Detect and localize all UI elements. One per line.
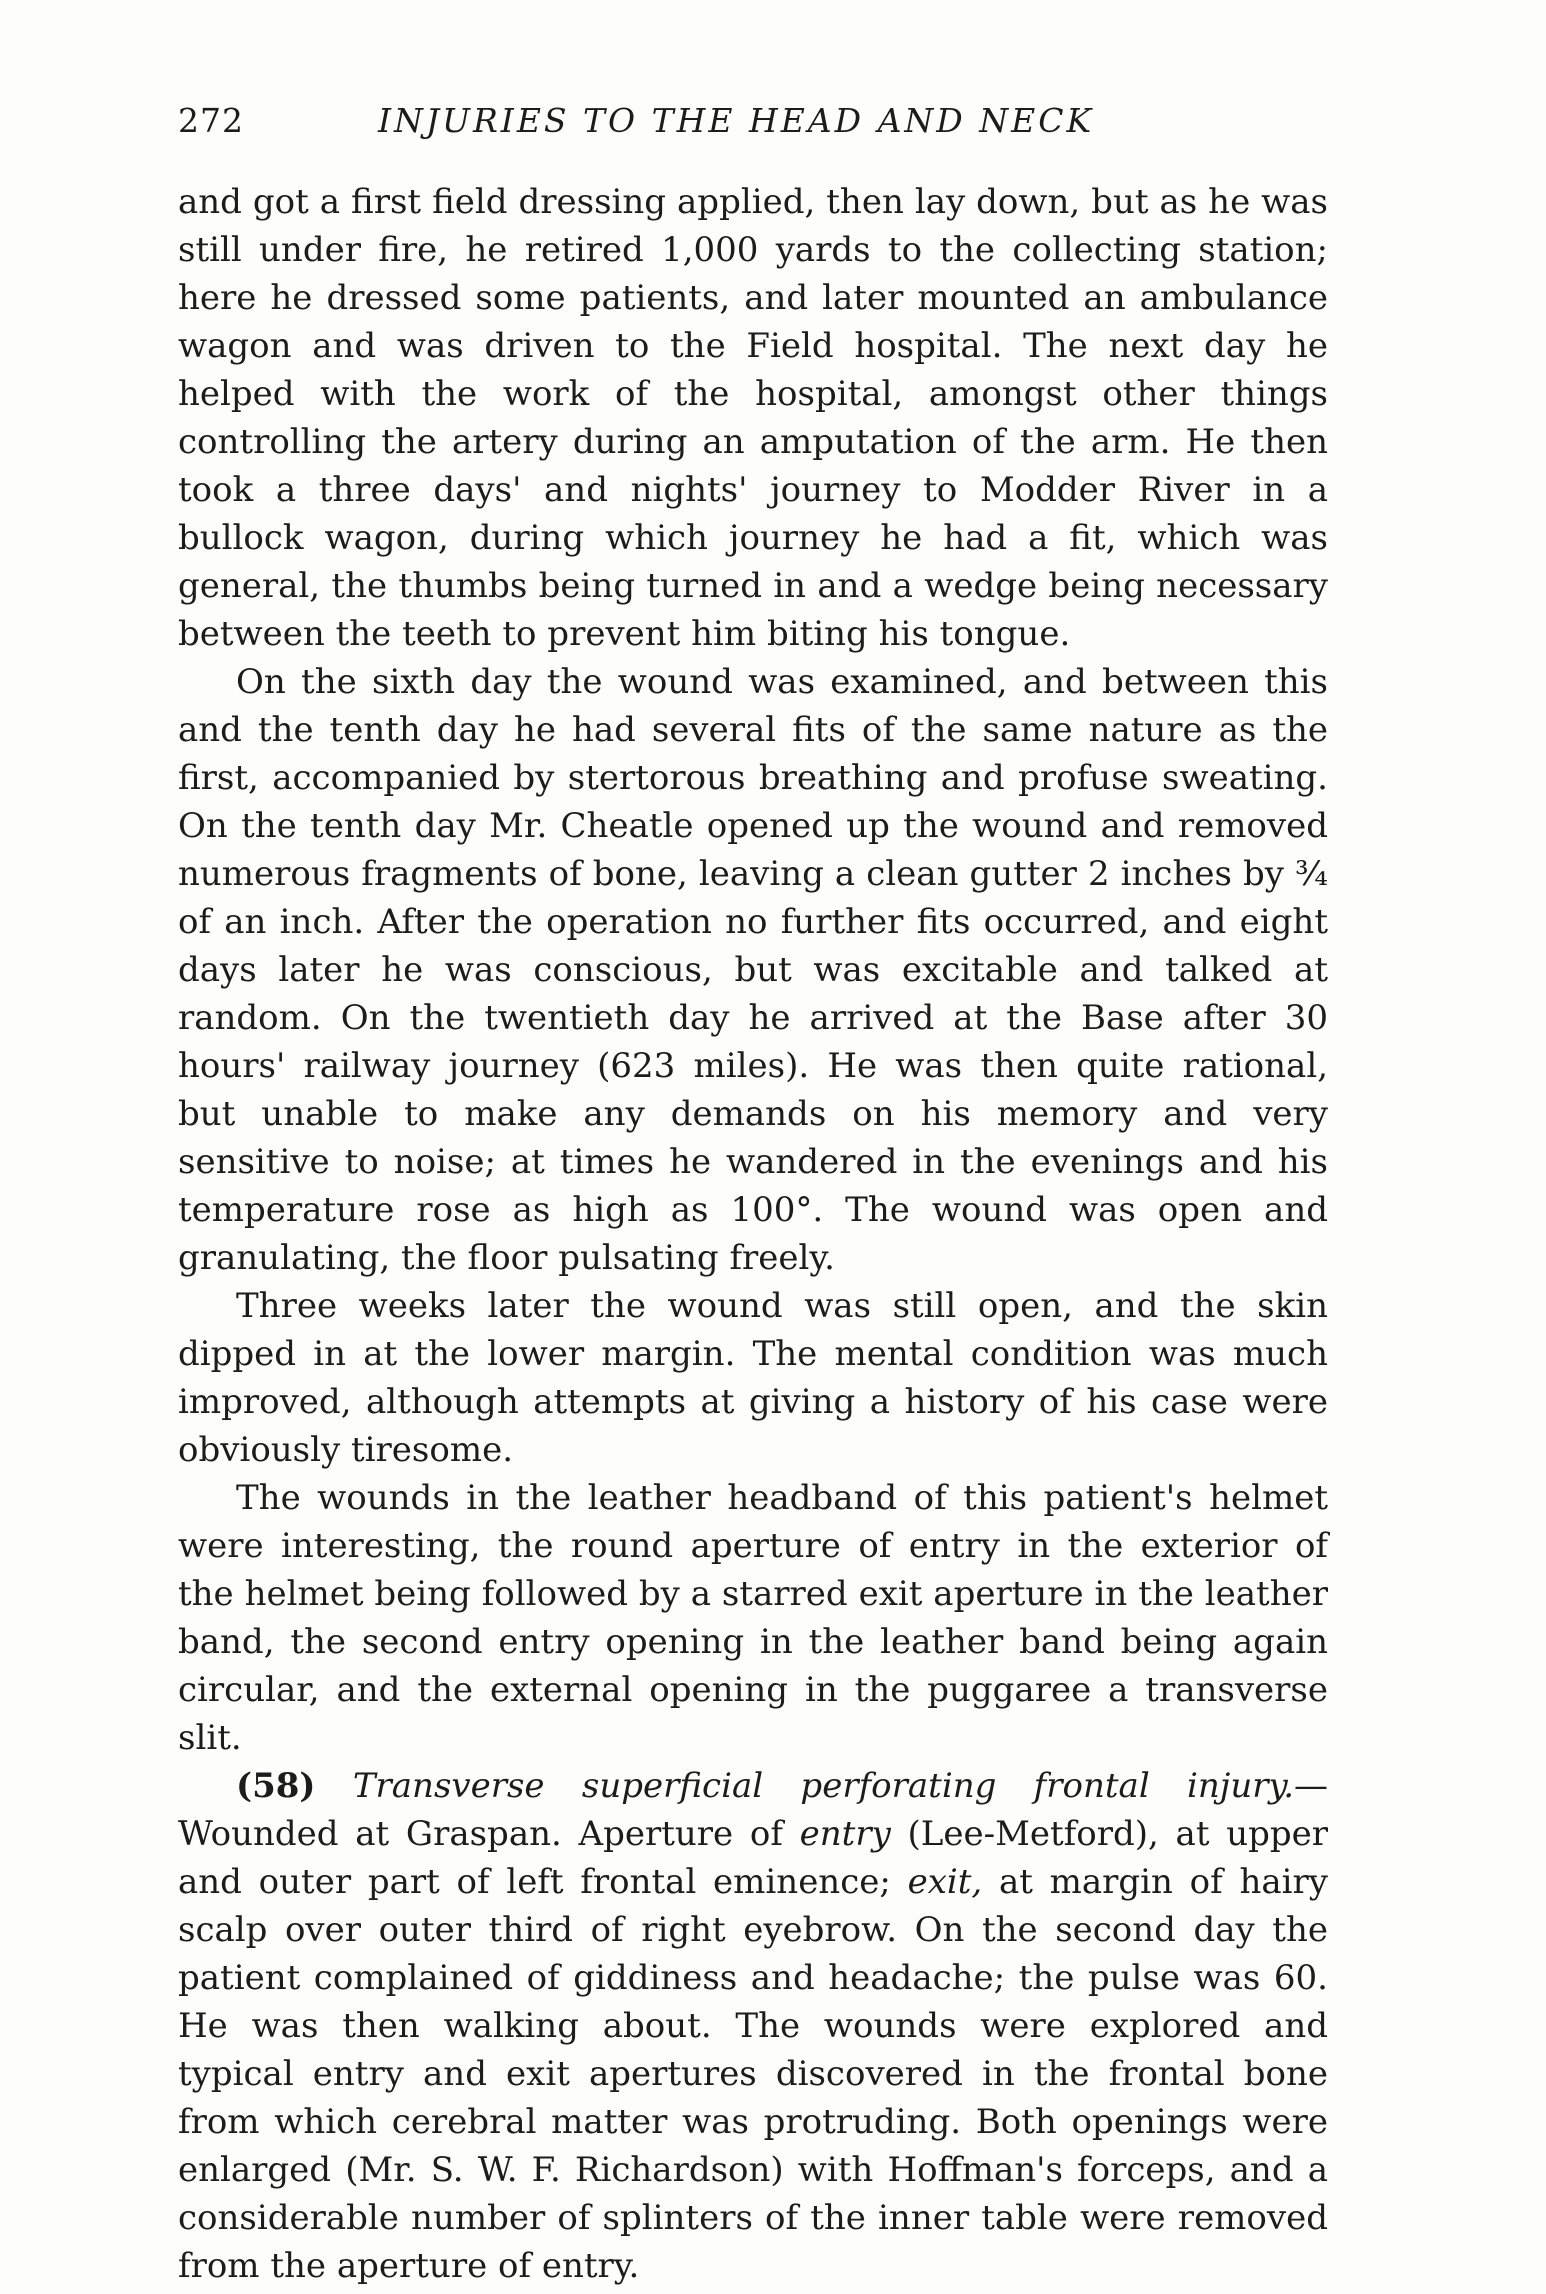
body-text (178, 178, 1328, 2290)
paragraph-helmet-wounds: The wounds in the leather headband of this patient's helmet were interesting, the round aperture of entry in the exterior of the helmet being followed by a starred exit aperture in the leather band, the second entry opening in the leather band being again circular, and the external opening in the puggaree a transverse slit. (178, 1478, 1328, 1758)
paragraph-case-58 (178, 1762, 1328, 2290)
case-title: Transverse superficial perforating frontal injury. (352, 1766, 1294, 1806)
paragraph-sixth-day: On the sixth day the wound was examined, and between this and the tenth day he had several fits of the same nature as the first, accompanied by stertorous breathing and profuse sweating. On the tenth day Mr. Cheatle opened up the wound and removed numerous fragments of bone, leaving a clean gutter 2 inches by ¾ of an inch. After the operation no further fits occurred, and eight days later he was conscious, but was excitable and talked at random. On the twentieth day he arrived at the Base after 30 hours' railway journey (623 miles). He was then quite rational, but unable to make any demands on his memory and very sensitive to noise; at times he wandered in the evenings and his temperature rose as high as 100°. The wound was open and granulating, the floor pulsating freely. (178, 662, 1328, 1278)
case-entry-word: entry (799, 1814, 891, 1854)
case-number: (58) (236, 1766, 316, 1806)
case-text-part-3: at margin of hairy scalp over outer third of right eyebrow. On the second day the patient complained of giddiness and headache; the pulse was 60. He was then walking about. The wounds were explored and typical entry and exit apertures discovered in the frontal bone from which cerebral matter was protruding. Both openings were enlarged (Mr. S. W. F. Richardson) with Hoffman's forceps, and a considerable number of splinters of the inner table were removed from the aperture of entry. (178, 1862, 1328, 2286)
case-text-part-1: —Wounded at Graspan. Aperture of (178, 1766, 1328, 1854)
case-exit-word: exit, (907, 1862, 983, 1902)
page-number: 272 (178, 101, 244, 140)
case-text-part-2: (Lee-Metford), at upper and outer part of left frontal eminence; (178, 1814, 1328, 1902)
paragraph-three-weeks-later: Three weeks later the wound was still open, and the skin dipped in at the lower margin. The mental condition was much improved, although attempts at giving a history of his case were obviously tiresome. (178, 1286, 1328, 1470)
running-head-title: INJURIES TO THE HEAD AND NECK (378, 101, 1095, 140)
running-head (178, 96, 1328, 146)
paragraph-continuation: and got a first field dressing applied, then lay down, but as he was still under fire, he retired 1,000 yards to the collecting station; here he dressed some patients, and later mounted an ambulance wagon and was driven to the Field hospital. The next day he helped with the work of the hospital, amongst other things controlling the artery during an amputation of the arm. He then took a three days' and nights' journey to Modder River in a bullock wagon, during which journey he had a fit, which was general, the thumbs being turned in and a wedge being necessary between the teeth to prevent him biting his tongue. (178, 182, 1328, 654)
